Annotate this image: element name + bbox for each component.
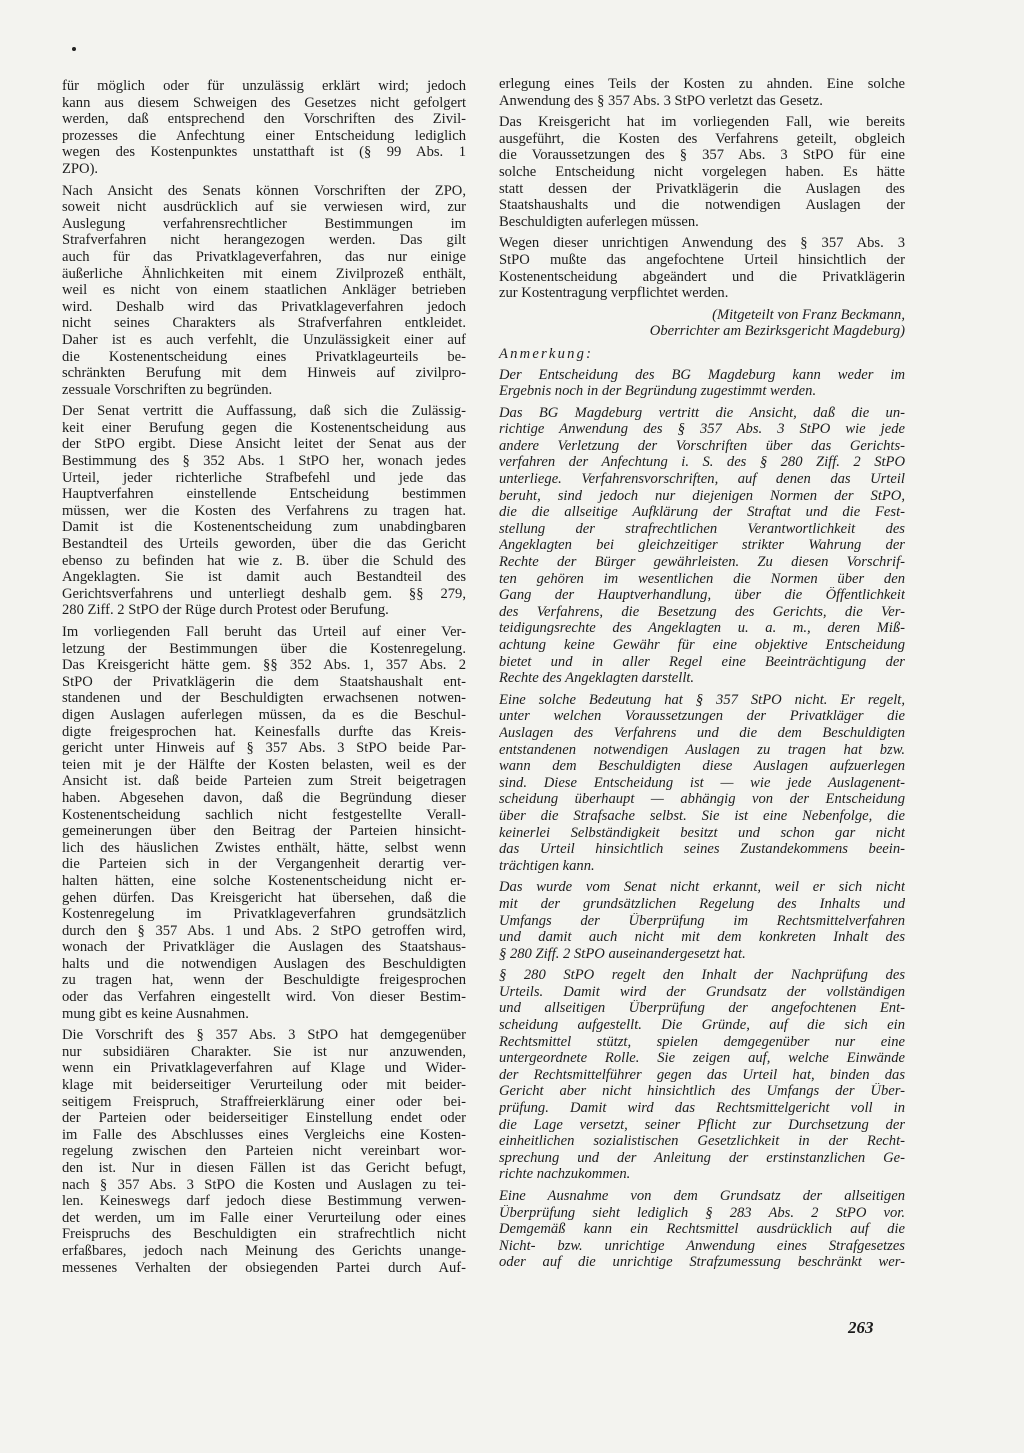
text-line: über die Strafsache selbst. Sie ist eine Nebenfolge, die	[499, 807, 905, 824]
text-line: Im vorliegenden Fall beruht das Urteil auf einer Ver-	[62, 624, 466, 640]
text-line: Hauptverfahren einstellende Entscheidung bestimmen	[62, 486, 466, 503]
paragraph	[499, 235, 905, 301]
text-line: Urteils. Damit wird der Grundsatz der vollständigen	[499, 983, 905, 1000]
text-line: für möglich oder für unzulässig erklärt wird; jedoch	[62, 78, 466, 94]
text-line: oder auf die unrichtige Strafzumessung beschränkt wer-	[499, 1254, 905, 1271]
annotation-text	[499, 367, 905, 1271]
text-line: Eine solche Bedeutung hat § 357 StPO nicht. Er regelt,	[499, 691, 905, 708]
text-line: 280 Ziff. 2 StPO der Rüge durch Protest oder Berufung.	[62, 602, 389, 619]
text-line: stellung der strafrechtlichen Verantwortlichkeit des	[499, 520, 905, 537]
text-line: scheidung aufgestellt. Die Gründe, auf die sich ein	[499, 1017, 905, 1034]
text-line: gericht unter Hinweis auf § 357 Abs. 3 StPO beide Par-	[62, 740, 466, 757]
text-line: richte nachzukommen.	[499, 1166, 631, 1183]
text-line: Das BG Magdeburg vertritt die Ansicht, daß die un-	[499, 404, 905, 421]
text-line: standenen und der Beschuldigten erwachsenen notwen-	[62, 690, 466, 707]
text-line: auch für das Privatklageverfahren, das nur einige	[62, 248, 466, 265]
text-line: und allseitigen Überprüfung der angefochtenen Ent-	[499, 1000, 905, 1017]
ruling-text	[499, 76, 905, 302]
text-line: werden, daß entsprechend den Vorschriften des Zivil-	[62, 111, 466, 128]
text-line: Gerichtsverfahrens und unterliegt deshalb gem. §§ 279,	[62, 585, 466, 602]
text-line: Auslegung verfahrensrechtlicher Bestimmungen im	[62, 215, 466, 232]
text-line: erlegung eines Teils der Kosten zu ahnden. Eine solche	[499, 76, 905, 92]
text-line: halts und die notwendigen Auslagen des Beschuldigten	[62, 955, 466, 972]
text-line: keit einer Berufung gegen die Kostenentscheidung aus	[62, 419, 466, 436]
text-line: Wegen dieser unrichtigen Anwendung des § 357 Abs. 3	[499, 235, 905, 252]
text-line: Gang der Hauptverhandlung, über die Öffentlichkeit	[499, 587, 905, 604]
text-line: Rechte des Angeklagten darstellt.	[499, 670, 695, 687]
text-line: teien mit je der Hälfte der Kosten belasten, weil es der	[62, 756, 466, 773]
text-line: der Parteien oder beiderseitiger Einstellung endet oder	[62, 1110, 466, 1127]
page-mark	[72, 47, 76, 51]
text-line: schränkten Berufung mit dem Hinweis auf zivilpro-	[62, 365, 466, 382]
text-line: statt dessen der Privatklägerin die Auslagen des	[499, 180, 905, 197]
text-line: einheitlichen sozialistischen Gesetzlichkeit in der Recht-	[499, 1133, 905, 1150]
text-line: regelung zwischen den Parteien nicht vereinbart wor-	[62, 1143, 466, 1160]
right-column	[499, 76, 905, 1276]
text-line: beruht, sind jedoch nur diejenigen Normen der StPO,	[499, 487, 905, 504]
paragraph	[499, 76, 905, 109]
paragraph	[499, 367, 905, 400]
paragraph	[499, 967, 905, 1183]
text-line: sind. Diese Entscheidung ist — wie jede Auslagenent-	[499, 774, 905, 791]
text-line: len. Keineswegs darf jedoch diese Bestimmung verwen-	[62, 1193, 466, 1210]
text-line: Anwendung des § 357 Abs. 3 StPO verletzt das Gesetz.	[499, 92, 823, 109]
text-line: ten gehören im wesentlichen die Normen über den	[499, 570, 905, 587]
text-line: wegen des Kostenpunktes unstatthaft ist (§ 99 Abs. 1	[62, 144, 466, 161]
text-line: oder das Verfahren eingestellt wird. Von dieser Bestim-	[62, 989, 466, 1006]
text-line: StPO der Privatklägerin die dem Staatshaushalt ent-	[62, 673, 466, 690]
text-line: wenn ein Privatklageverfahren auf Klage und Wider-	[62, 1060, 466, 1077]
text-line: und damit auch nicht mit dem konkreten Inhalt des	[499, 929, 905, 946]
text-line: ZPO).	[62, 160, 99, 177]
text-line: Angeklagten bei gleichzeitiger strikter Wahrung der	[499, 537, 905, 554]
text-line: erfaßbares, jedoch nach Meinung des Gerichts unange-	[62, 1242, 466, 1259]
text-line: Ansicht ist. daß beide Parteien zum Streit beigetragen	[62, 773, 466, 790]
text-line: Freispruchs des Beschuldigten ein strafrechtlich nicht	[62, 1226, 466, 1243]
text-line: sprechung und der Anleitung der erstinstanzlichen Ge-	[499, 1149, 905, 1166]
paragraph	[499, 405, 905, 687]
text-line: ebenso zu befinden hat wie z. B. über die Schuld des	[62, 552, 466, 569]
text-line: Kostenentscheidung sachlich nicht festgestellte Verall-	[62, 806, 466, 823]
text-line: verfahren der Anfechtung i. S. des § 280 Ziff. 2 StPO	[499, 454, 905, 471]
paragraph	[499, 114, 905, 230]
text-line: im Falle des Abschlusses eines Vergleichs eine Kosten-	[62, 1126, 466, 1143]
text-line: des Verfahrens, die Besetzung des Gerichts, die Ver-	[499, 603, 905, 620]
text-line: messenes Verhalten der obsiegenden Partei durch Auf-	[62, 1259, 466, 1276]
text-line: wonach der Privatkläger die Auslagen des Staatshaus-	[62, 939, 466, 956]
text-line: prozesses die Anfechtung einer Entscheidung lediglich	[62, 127, 466, 144]
text-line: ausgeführt, die Kosten des Verfahrens geteilt, obgleich	[499, 130, 905, 147]
text-line: wann dem Beschuldigten diese Auslagen aufzuerlegen	[499, 758, 905, 775]
text-line: Staatshaushalts und die notwendigen Auslagen der	[499, 197, 905, 214]
attribution-line: (Mitgeteilt von Franz Beckmann,	[712, 306, 905, 323]
text-line: Umfangs der Überprüfung im Rechtsmittelverfahren	[499, 912, 905, 929]
text-line: Rechtsmittel stützt, spielen demgegenüber nur eine	[499, 1033, 905, 1050]
text-line: Überprüfung sieht lediglich § 283 Abs. 2 StPO vor.	[499, 1204, 905, 1221]
text-line: lich des häuslichen Zwistes enthält, hätte, selbst wenn	[62, 839, 466, 856]
text-line: kann aus diesem Schweigen des Gesetzes nicht gefolgert	[62, 94, 466, 111]
text-line: die Lage versetzt, seiner Pflicht zur Durchsetzung der	[499, 1116, 905, 1133]
text-line: Gericht aber nicht hinsichtlich des Umfangs der Über-	[499, 1083, 905, 1100]
text-line: digen Auslagen auferlegen müssen, da es die Beschul-	[62, 706, 466, 723]
text-line: haben. Abgesehen davon, daß die Begründung dieser	[62, 789, 466, 806]
text-line: richtige Anwendung des § 357 Abs. 3 StPO wie jede	[499, 421, 905, 438]
text-line: Urteil, jeder richterliche Strafbefehl und jede das	[62, 469, 466, 486]
text-line: Bestandteil des Urteils geworden, über die das Gericht	[62, 536, 466, 553]
text-line: klage mit beiderseitiger Verurteilung oder mit beider-	[62, 1077, 466, 1094]
paragraph	[499, 879, 905, 962]
text-line: soweit nicht ausdrücklich auf sie verwiesen wird, zur	[62, 199, 466, 216]
text-line: nicht seines Charakters als Strafverfahren entkleidet.	[62, 315, 466, 332]
text-line: digte freigesprochen hat. Keinesfalls durfte das Kreis-	[62, 723, 466, 740]
text-line: Eine Ausnahme von dem Grundsatz der allseitigen	[499, 1188, 905, 1204]
text-line: nur subsidiären Charakter. Sie ist nur anzuwenden,	[62, 1043, 466, 1060]
text-line: det werden, um im Falle einer Verurteilung oder eines	[62, 1209, 466, 1226]
text-line: solche Entscheidung nicht vorgelegen haben. Es hätte	[499, 163, 905, 180]
text-line: Nach Ansicht des Senats können Vorschriften der ZPO,	[62, 182, 466, 199]
paragraph	[499, 692, 905, 875]
text-line: zessuale Vorschriften zu begründen.	[62, 381, 273, 398]
text-line: trächtigen kann.	[499, 857, 595, 874]
text-line: unterliege. Verfahrensvorschriften, auf denen das Urteil	[499, 471, 905, 488]
text-line: nach § 357 Abs. 3 StPO die Kosten und Auslagen zu tei-	[62, 1176, 466, 1193]
text-line: letzung der Bestimmungen über die Kostenregelung.	[62, 640, 466, 657]
text-line: Das Kreisgericht hat im vorliegenden Fall, wie bereits	[499, 114, 905, 131]
text-line: wird. Deshalb wird das Privatklageverfahren jedoch	[62, 298, 466, 315]
text-line: Kostenregelung im Privatklageverfahren grundsätzlich	[62, 906, 466, 923]
text-line: weil es nicht von einem staatlichen Ankläger betrieben	[62, 282, 466, 299]
text-line: StPO mußte das angefochtene Urteil hinsichtlich der	[499, 251, 905, 268]
text-line: Daher ist es auch verfehlt, die Unzulässigkeit einer auf	[62, 331, 466, 348]
attribution-line: Oberrichter am Bezirksgericht Magdeburg)	[649, 323, 905, 340]
text-line: andere Verletzung der Vorschriften über das Gerichts-	[499, 437, 905, 454]
text-line: seitigem Freispruch, Straffreierklärung einer oder bei-	[62, 1093, 466, 1110]
text-line: gemeinerungen über den Beitrag der Parteien hinsicht-	[62, 823, 466, 840]
paragraph	[499, 1188, 905, 1271]
text-line: Bestimmung des § 352 Abs. 1 StPO her, wonach jedes	[62, 453, 466, 470]
text-line: mung gibt es keine Ausnahmen.	[62, 1005, 249, 1022]
text-line: durch den § 357 Abs. 1 und Abs. 2 StPO getroffen wird,	[62, 922, 466, 939]
text-line: Kostenentscheidung abgeändert und die Privatklägerin	[499, 268, 905, 285]
text-line: Das Kreisgericht hätte gem. §§ 352 Abs. 1, 357 Abs. 2	[62, 657, 466, 674]
text-line: bietet und in aller Regel eine Beeinträchtigung der	[499, 653, 905, 670]
text-line: Ergebnis noch in der Begründung zugestimmt werden.	[499, 383, 817, 400]
page-number: 263	[848, 1318, 874, 1337]
paragraph	[62, 183, 466, 399]
text-line: Demgemäß kann ein Rechtsmittel ausdrücklich auf die	[499, 1221, 905, 1238]
text-line: gehen dürfen. Das Kreisgericht hat übersehen, daß die	[62, 889, 466, 906]
text-line: Angeklagten. Sie ist damit auch Bestandteil des	[62, 569, 466, 586]
text-line: Rechte der Bürger gewährleisten. Zu diesen Vorschrif-	[499, 554, 905, 571]
text-line: mit der grundsätzlichen Regelung des Inhalts und	[499, 895, 905, 912]
text-line: Die Vorschrift des § 357 Abs. 3 StPO hat demgegenüber	[62, 1027, 466, 1044]
paragraph	[62, 1027, 466, 1276]
text-line: Strafverfahren nicht herangezogen werden. Das gilt	[62, 232, 466, 249]
text-line: zu tragen hat, wenn der Beschuldigte freigesprochen	[62, 972, 466, 989]
text-line: die Parteien sich in der Vergangenheit derartig ver-	[62, 856, 466, 873]
paragraph	[62, 78, 466, 178]
annotation-heading: Anmerkung:	[499, 345, 594, 362]
text-line: Beschuldigten auferlegen müssen.	[499, 213, 699, 230]
text-line: der Rechtsmittelführer gegen das Urteil hat, binden das	[499, 1066, 905, 1083]
text-line: unter welchen Voraussetzungen der Privatkläger die	[499, 708, 905, 725]
text-line: die Voraussetzungen des § 357 Abs. 3 StPO für eine	[499, 147, 905, 164]
text-line: scheidung überhaupt — abhängig von der Entscheidung	[499, 791, 905, 808]
text-line: Der Senat vertritt die Auffassung, daß sich die Zulässig-	[62, 403, 466, 420]
paragraph	[62, 624, 466, 1022]
text-line: die Kostenentscheidung eines Privatklageurteils be-	[62, 348, 466, 365]
text-line: entstandenen notwendigen Auslagen zu tragen hat bzw.	[499, 741, 905, 758]
text-line: prüfung. Damit wird das Rechtsmittelgericht voll in	[499, 1100, 905, 1117]
text-line: müssen, wer die Kosten des Verfahrens zu tragen hat.	[62, 502, 466, 519]
text-line: den ist. Nur in diesen Fällen ist das Gericht befugt,	[62, 1160, 466, 1176]
attribution	[499, 307, 905, 340]
text-line: achtung keine Gewähr für eine objektive Entscheidung	[499, 637, 905, 653]
text-line: Nicht- bzw. unrichtige Anwendung eines Strafgesetzes	[499, 1237, 905, 1254]
paragraph	[62, 403, 466, 619]
text-line: halten hätten, eine solche Kostenentscheidung nicht er-	[62, 872, 466, 889]
text-line: teidigungsrechte des Angeklagten u. a. m., deren Miß-	[499, 620, 905, 637]
text-line: untergeordnete Rolle. Sie zeigen auf, welche Einwände	[499, 1050, 905, 1067]
text-line: das Urteil hinsichtlich seines Zustandekommens beein-	[499, 841, 905, 858]
text-line: zur Kostentragung verpflichtet werden.	[499, 285, 729, 302]
text-line: äußerliche Ähnlichkeiten mit einem Zivilprozeß enthält,	[62, 265, 466, 282]
text-line: § 280 StPO regelt den Inhalt der Nachprüfung des	[499, 967, 905, 984]
text-line: keinerlei Selbständigkeit besitzt und schon gar nicht	[499, 824, 905, 841]
left-column	[62, 78, 466, 1281]
text-line: Das wurde vom Senat nicht erkannt, weil er sich nicht	[499, 879, 905, 896]
text-line: Der Entscheidung des BG Magdeburg kann weder im	[499, 366, 905, 383]
text-line: die die allseitige Aufklärung der Straftat und die Fest-	[499, 504, 905, 521]
text-line: Auslagen des Verfahrens und die dem Beschuldigten	[499, 724, 905, 741]
text-line: Damit ist die Kostenentscheidung zum unabdingbaren	[62, 519, 466, 536]
text-line: der StPO ergibt. Diese Ansicht leitet der Senat aus der	[62, 436, 466, 453]
text-line: § 280 Ziff. 2 StPO auseinandergesetzt hat.	[499, 945, 746, 962]
